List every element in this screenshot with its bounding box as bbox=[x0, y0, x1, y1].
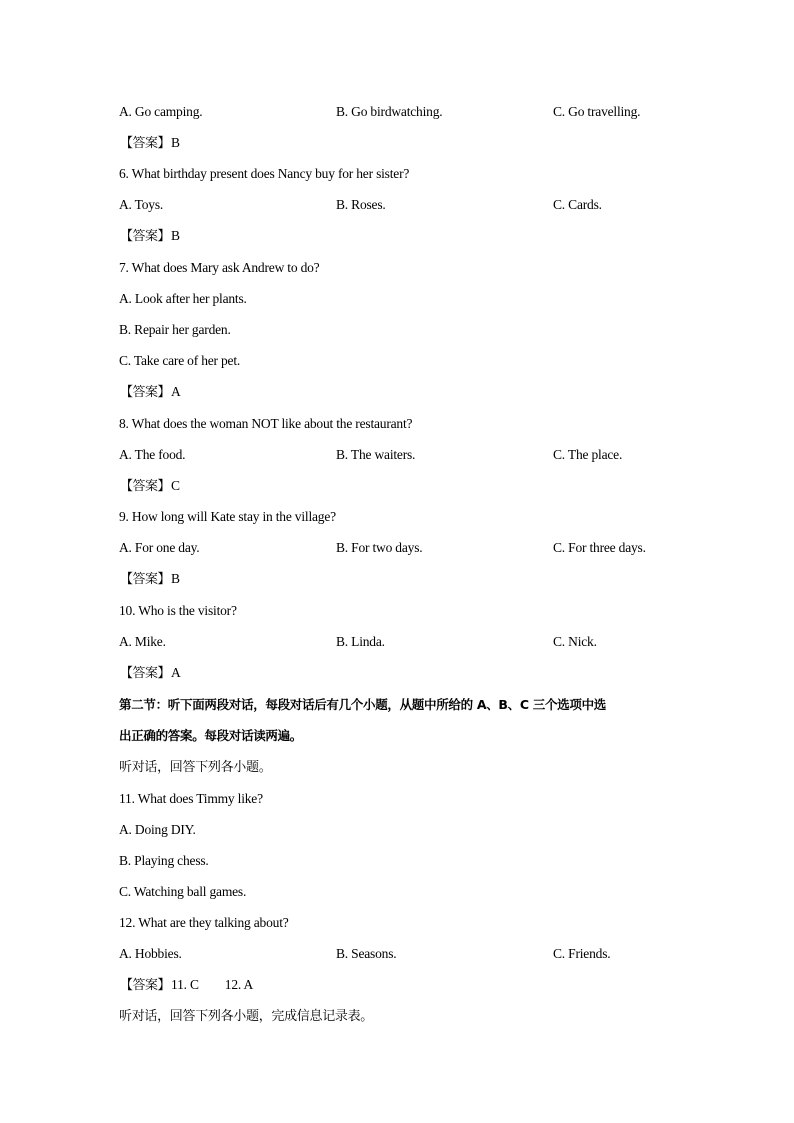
q12-question: 12. What are they talking about? bbox=[119, 915, 289, 930]
q7-answer bbox=[120, 382, 181, 402]
q6-question: 6. What birthday present does Nancy buy for her sister? bbox=[119, 166, 410, 181]
option-a: A. For one day. bbox=[119, 540, 200, 555]
q11-option-a: A. Doing DIY. bbox=[119, 822, 196, 837]
answer-value: C bbox=[171, 478, 180, 493]
section2-instruction-1: 听对话，回答下列各小题。 bbox=[119, 760, 272, 775]
answer-value: B bbox=[171, 135, 180, 150]
q11-option-b: B. Playing chess. bbox=[119, 853, 209, 868]
option-b: B. Go birdwatching. bbox=[336, 104, 443, 119]
q10-question: 10. Who is the visitor? bbox=[119, 603, 237, 618]
q9-question: 9. How long will Kate stay in the village? bbox=[119, 509, 336, 524]
option-c: C. For three days. bbox=[553, 540, 646, 555]
option-c: C. Friends. bbox=[553, 946, 611, 961]
answer-value: B bbox=[171, 228, 180, 243]
option-c: C. Cards. bbox=[553, 197, 602, 212]
answer-value: A bbox=[171, 384, 181, 399]
q10-answer bbox=[120, 663, 181, 683]
answer-value: A bbox=[171, 665, 181, 680]
option-a: A. Hobbies. bbox=[119, 946, 182, 961]
answer-label: 【答案】 bbox=[120, 385, 171, 400]
q8-answer bbox=[120, 476, 180, 496]
option-c: C. Go travelling. bbox=[553, 104, 641, 119]
option-c: C. The place. bbox=[553, 447, 623, 462]
option-b: B. Seasons. bbox=[336, 946, 397, 961]
section2-heading-line1: 第二节：听下面两段对话，每段对话后有几个小题，从题中所给的 A、B、C 三个选项中选 bbox=[119, 697, 606, 712]
q5-answer bbox=[120, 133, 180, 153]
option-a: A. Mike. bbox=[119, 634, 166, 649]
answer-label: 【答案】 bbox=[120, 666, 171, 681]
section2-heading-line2: 出正确的答案。每段对话读两遍。 bbox=[119, 728, 303, 743]
option-a: A. Toys. bbox=[119, 197, 164, 212]
section2-instruction-2: 听对话，回答下列各小题，完成信息记录表。 bbox=[119, 1009, 374, 1024]
q7-question: 7. What does Mary ask Andrew to do? bbox=[119, 260, 320, 275]
answer-label: 【答案】 bbox=[120, 978, 171, 993]
option-a: A. Go camping. bbox=[119, 104, 203, 119]
option-b: B. The waiters. bbox=[336, 447, 416, 462]
answer-value-12: 12. A bbox=[224, 977, 254, 992]
answer-label: 【答案】 bbox=[120, 479, 171, 494]
option-b: B. For two days. bbox=[336, 540, 423, 555]
answer-value: B bbox=[171, 571, 180, 586]
answer-value-11: 11. C bbox=[171, 977, 199, 992]
option-a: A. The food. bbox=[119, 447, 186, 462]
q11-q12-answer bbox=[120, 975, 253, 995]
q11-option-c: C. Watching ball games. bbox=[119, 884, 247, 899]
q9-answer bbox=[120, 569, 180, 589]
option-b: B. Roses. bbox=[336, 197, 386, 212]
q7-option-a: A. Look after her plants. bbox=[119, 291, 247, 306]
q6-answer bbox=[120, 226, 180, 246]
q7-option-b: B. Repair her garden. bbox=[119, 322, 231, 337]
q7-option-c: C. Take care of her pet. bbox=[119, 353, 241, 368]
q8-question: 8. What does the woman NOT like about the restaurant? bbox=[119, 416, 413, 431]
q11-question: 11. What does Timmy like? bbox=[119, 791, 263, 806]
answer-label: 【答案】 bbox=[120, 136, 171, 151]
answer-label: 【答案】 bbox=[120, 229, 171, 244]
option-b: B. Linda. bbox=[336, 634, 385, 649]
answer-label: 【答案】 bbox=[120, 572, 171, 587]
option-c: C. Nick. bbox=[553, 634, 597, 649]
